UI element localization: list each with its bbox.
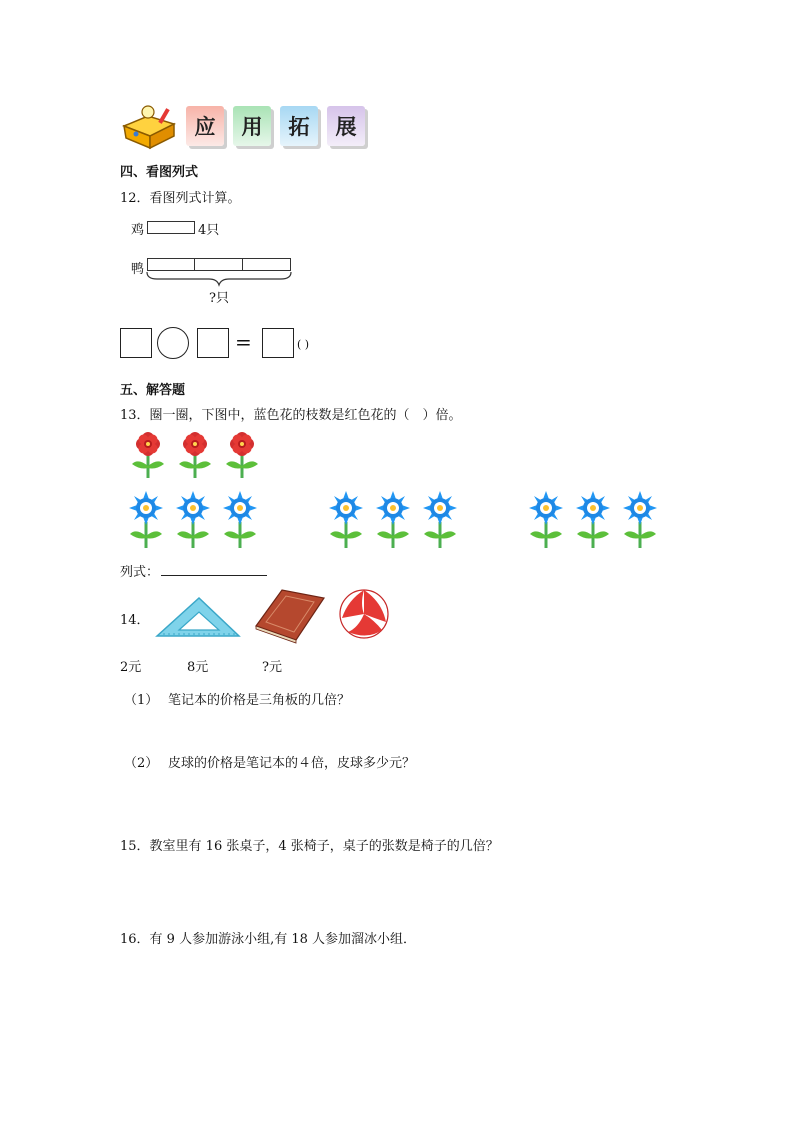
operator-circle[interactable] bbox=[157, 327, 189, 359]
total-question: ?只 bbox=[209, 291, 229, 306]
q16-text: 16．有 9 人参加游泳小组,有 18 人参加溜冰小组． bbox=[120, 932, 417, 947]
q14-sub1-number: （1） bbox=[124, 693, 159, 708]
red-flower-1 bbox=[132, 432, 164, 478]
duck-bar-2 bbox=[194, 258, 243, 271]
price-triangle: 2元 bbox=[120, 660, 142, 675]
blue-flower-6 bbox=[423, 491, 457, 548]
red-flower-3 bbox=[226, 432, 258, 478]
blue-flower-3 bbox=[223, 491, 257, 548]
q14-sub2-number: （2） bbox=[124, 756, 159, 771]
banner-char-2: 用 bbox=[241, 115, 263, 139]
answer-box-2[interactable] bbox=[197, 328, 229, 358]
price-ball: ?元 bbox=[262, 660, 282, 675]
blue-flower-4 bbox=[329, 491, 363, 548]
q13-answer-label: 列式： bbox=[120, 565, 160, 580]
q14-sub1-text: 笔记本的价格是三角板的几倍？ bbox=[168, 693, 351, 708]
blue-flower-7 bbox=[529, 491, 563, 548]
blue-flower-1 bbox=[129, 491, 163, 548]
duck-label: 鸭 bbox=[131, 262, 145, 277]
section5-title: 五、解答题 bbox=[120, 383, 186, 398]
banner-tile-1 bbox=[186, 106, 224, 146]
chicken-label: 鸡 bbox=[131, 223, 145, 238]
unit-paren: ( ) bbox=[297, 338, 310, 351]
answer-box-1[interactable] bbox=[120, 328, 152, 358]
q13-answer-blank[interactable] bbox=[161, 575, 267, 576]
banner-tile-3 bbox=[280, 106, 318, 146]
q15-text: 15．教室里有 16 张桌子，4 张椅子，桌子的张数是椅子的几倍？ bbox=[120, 839, 499, 854]
blue-flower-8 bbox=[576, 491, 610, 548]
q14-number: 14． bbox=[120, 613, 150, 628]
section4-title: 四、看图列式 bbox=[120, 165, 199, 180]
blue-flower-2 bbox=[176, 491, 210, 548]
ball-icon bbox=[338, 588, 390, 640]
blue-flower-9 bbox=[623, 491, 657, 548]
blue-flower-5 bbox=[376, 491, 410, 548]
brace-icon bbox=[145, 271, 293, 287]
flower-figure bbox=[120, 428, 680, 550]
q14-sub2-text: 皮球的价格是笔记本的４倍，皮球多少元？ bbox=[168, 756, 416, 771]
answer-box-3[interactable] bbox=[262, 328, 294, 358]
q13-text: 13．圈一圈，下图中，蓝色花的枝数是红色花的（ ）倍。 bbox=[120, 408, 462, 423]
banner-tile-2 bbox=[233, 106, 271, 146]
duck-bar-1 bbox=[147, 258, 195, 271]
red-flower-2 bbox=[179, 432, 211, 478]
triangle-ruler-icon bbox=[155, 596, 241, 640]
chicken-bar bbox=[147, 221, 195, 234]
chicken-value: 4只 bbox=[198, 223, 220, 238]
banner-char-1: 应 bbox=[194, 115, 216, 139]
banner-char-4: 展 bbox=[335, 115, 357, 139]
q12-text: 12．看图列式计算。 bbox=[120, 191, 241, 206]
duck-bar-3 bbox=[242, 258, 291, 271]
banner-char-3: 拓 bbox=[288, 115, 310, 139]
equals-sign: = bbox=[235, 330, 252, 354]
toolbox-icon bbox=[118, 104, 180, 150]
notebook-icon bbox=[252, 586, 326, 644]
banner-tile-4 bbox=[327, 106, 365, 146]
price-notebook: 8元 bbox=[187, 660, 209, 675]
